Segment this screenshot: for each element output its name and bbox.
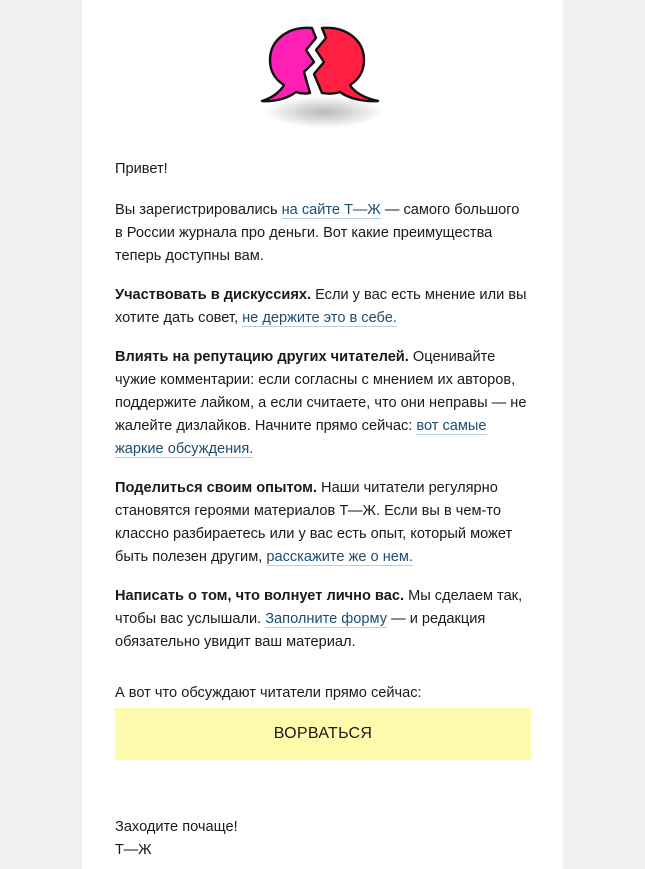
benefit-text: Если у вас есть мнение или вы хотите дать совет, <box>115 287 527 326</box>
benefit-experience <box>115 477 531 569</box>
email-footer <box>115 816 531 862</box>
email-body <box>82 0 563 869</box>
benefit-title: Написать о том, что волнует лично вас. <box>115 588 405 604</box>
dont-keep-it-link[interactable]: не держите это в себе. <box>242 310 397 326</box>
site-link[interactable]: на сайте Т—Ж <box>281 202 381 218</box>
intro-text: Вы зарегистрировались <box>115 202 282 218</box>
fill-form-link[interactable]: Заполните форму <box>265 611 388 627</box>
broken-speech-bubbles-icon <box>248 22 394 134</box>
intro-text-after: — самого большого в России журнала про деньги. Вот какие преимущества теперь доступны вам. <box>115 202 520 264</box>
benefit-reputation <box>115 346 531 461</box>
burst-in-button[interactable]: ВОРВАТЬСЯ <box>115 708 531 760</box>
benefit-write <box>115 585 531 654</box>
benefit-text: Оценивайте чужие комментарии: если согласны с мнением их авторов, поддержите лайком, а если считаете, что они неправы — не жалейте дизлайков. Начните прямо сейчас: <box>115 349 527 434</box>
email-content <box>115 158 531 705</box>
benefit-text: Наши читатели регулярно становятся героями материалов Т—Ж. Если вы в чем-то классно разбираетесь или у вас есть опыт, который может быть полезен другим, <box>115 480 513 565</box>
signature: Т—Ж <box>115 842 152 858</box>
benefit-text: Мы сделаем так, чтобы вас услышали. <box>115 588 523 627</box>
intro-paragraph <box>115 199 531 268</box>
benefit-title: Влиять на репутацию других читателей. <box>115 349 409 365</box>
greeting: Привет! <box>115 161 168 177</box>
hot-discussions-link[interactable]: вот самые жаркие обсуждения. <box>115 418 487 457</box>
discussion-intro: А вот что обсуждают читатели прямо сейчас: <box>115 685 422 701</box>
benefit-title: Поделиться своим опытом. <box>115 480 317 496</box>
tell-us-link[interactable]: расскажите же о нем. <box>266 549 413 565</box>
signoff: Заходите почаще! <box>115 819 238 835</box>
benefit-discussions <box>115 284 531 330</box>
benefit-text-after: — и редакция обязательно увидит ваш материал. <box>115 611 486 650</box>
benefit-title: Участвовать в дискуссиях. <box>115 287 312 303</box>
